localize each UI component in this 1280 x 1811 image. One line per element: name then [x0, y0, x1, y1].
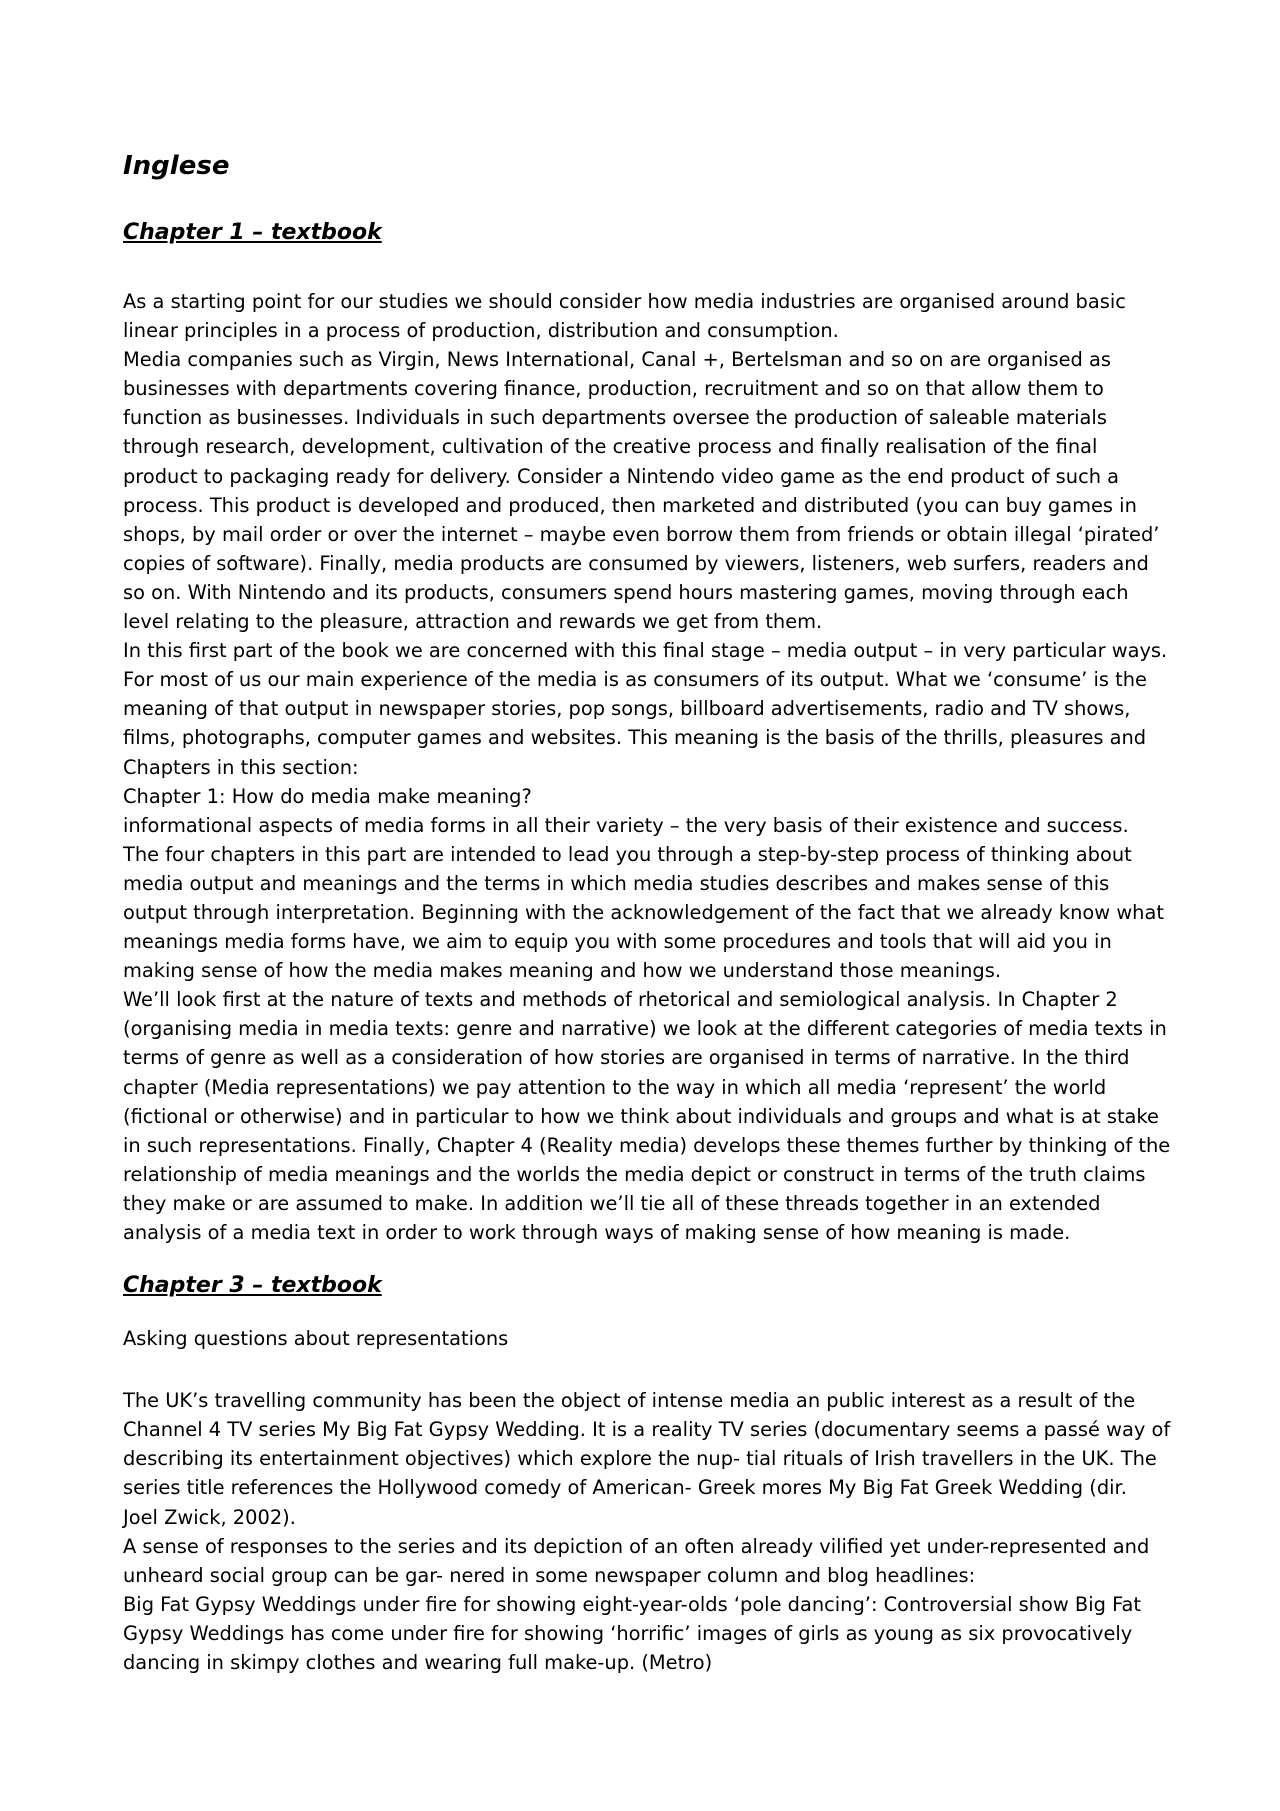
- chapter-1-line: through research, development, cultivation of the creative process and finally realisation of the final: [123, 435, 1098, 459]
- chapter-3-body: [123, 1386, 1173, 1677]
- chapter-1-line: output through interpretation. Beginning with the acknowledgement of the fact that we already know what: [123, 900, 1164, 924]
- chapter-1-line: product to packaging ready for delivery. Consider a Nintendo video game as the end product of such a: [123, 464, 1120, 488]
- chapter-1-line: films, photographs, computer games and websites. This meaning is the basis of the thrills, pleasures and: [123, 726, 1147, 750]
- chapter-1-line: terms of genre as well as a consideration of how stories are organised in terms of narrative. In the third: [123, 1046, 1130, 1070]
- chapter-3-subheading: Asking questions about representations: [123, 1327, 509, 1351]
- chapter-1-line: As a starting point for our studies we should consider how media industries are organised around basic: [123, 290, 1126, 313]
- chapter-1-line: function as businesses. Individuals in such departments oversee the production of saleable materials: [123, 406, 1107, 430]
- chapter-1-line: so on. With Nintendo and its products, consumers spend hours mastering games, moving through each: [123, 580, 1129, 604]
- chapter-3-line: unheard social group can be gar- nered in some newspaper column and blog headlines:: [123, 1563, 976, 1587]
- chapter-1-line: process. This product is developed and produced, then marketed and distributed (you can buy games in: [123, 493, 1137, 517]
- chapter-3-line: Channel 4 TV series My Big Fat Gypsy Wedding. It is a reality TV series (documentary seems a passé way of: [123, 1418, 1171, 1442]
- chapter-1-line: media output and meanings and the terms in which media studies describes and makes sense of this: [123, 871, 1110, 895]
- chapter-1-heading: Chapter 1 – textbook: [123, 220, 382, 245]
- chapter-1-line: shops, by mail order or over the internet – maybe even borrow them from friends or obtain illegal ‘pirated’: [123, 522, 1160, 546]
- document-page: [123, 150, 1173, 1677]
- chapter-1-line: copies of software). Finally, media products are consumed by viewers, listeners, web surfers, readers and: [123, 551, 1149, 575]
- document-title: Inglese: [123, 151, 230, 181]
- chapter-1-line: analysis of a media text in order to work through ways of making sense of how meaning is made.: [123, 1221, 1071, 1244]
- chapter-1-line: level relating to the pleasure, attraction and rewards we get from them.: [123, 610, 823, 634]
- chapter-3-line: series title references the Hollywood comedy of American- Greek mores My Big Fat Greek Wedding (dir.: [123, 1476, 1127, 1500]
- chapter-3-line: Gypsy Weddings has come under fire for showing ‘horrific’ images of girls as young as six provocatively: [123, 1621, 1133, 1645]
- chapter-3-line: Joel Zwick, 2002).: [123, 1505, 296, 1529]
- chapter-1-line: We’ll look first at the nature of texts and methods of rhetorical and semiological analysis. In Chapter 2: [123, 988, 1118, 1012]
- chapter-3-line: dancing in skimpy clothes and wearing full make-up. (Metro): [123, 1651, 713, 1675]
- chapter-1-line: meaning of that output in newspaper stories, pop songs, billboard advertisements, radio and TV shows,: [123, 697, 1131, 721]
- chapter-1-line: chapter (Media representations) we pay attention to the way in which all media ‘represent’ the world: [123, 1075, 1107, 1099]
- chapter-1-line: informational aspects of media forms in all their variety – the very basis of their existence and success.: [123, 813, 1129, 837]
- chapter-1-line: they make or are assumed to make. In addition we’ll tie all of these threads together in an extended: [123, 1191, 1101, 1215]
- chapter-1-line: linear principles in a process of production, distribution and consumption.: [123, 319, 839, 343]
- chapter-3-line: A sense of responses to the series and its depiction of an often already vilified yet under-represented and: [123, 1534, 1150, 1558]
- chapter-1-line: (fictional or otherwise) and in particular to how we think about individuals and groups and what is at stake: [123, 1104, 1159, 1128]
- chapter-3-line: describing its entertainment objectives) which explore the nup- tial rituals of Irish travellers in the UK. The: [123, 1447, 1157, 1471]
- chapter-1-line: In this first part of the book we are concerned with this final stage – media output – in very particular ways.: [123, 639, 1168, 663]
- chapter-3-line: Big Fat Gypsy Weddings under fire for showing eight-year-olds ‘pole dancing’: Controversial show Big Fat: [123, 1592, 1141, 1616]
- chapter-1-line: (organising media in media texts: genre and narrative) we look at the different categories of media texts in: [123, 1017, 1167, 1041]
- chapter-1-line: relationship of media meanings and the worlds the media depict or construct in terms of the truth claims: [123, 1162, 1146, 1186]
- chapter-3-line: The UK’s travelling community has been the object of intense media an public interest as a result of the: [123, 1389, 1136, 1413]
- chapter-1-line: in such representations. Finally, Chapter 4 (Reality media) develops these themes further by thinking of the: [123, 1133, 1171, 1157]
- chapter-1-line: meanings media forms have, we aim to equip you with some procedures and tools that will aid you in: [123, 930, 1112, 954]
- chapter-1-line: making sense of how the media makes meaning and how we understand those meanings.: [123, 959, 1001, 983]
- chapter-1-body: [123, 287, 1173, 1247]
- chapter-1-line: Chapters in this section:: [123, 755, 359, 779]
- chapter-1-line: Chapter 1: How do media make meaning?: [123, 784, 532, 808]
- chapter-1-line: businesses with departments covering finance, production, recruitment and so on that allow them to: [123, 377, 1104, 401]
- chapter-1-line: Media companies such as Virgin, News International, Canal +, Bertelsman and so on are organised as: [123, 348, 1111, 372]
- chapter-1-line: The four chapters in this part are intended to lead you through a step-by-step process of thinking about: [123, 842, 1132, 866]
- chapter-1-line: For most of us our main experience of the media is as consumers of its output. What we ‘consume’ is the: [123, 668, 1147, 692]
- chapter-3-heading: Chapter 3 – textbook: [123, 1273, 382, 1299]
